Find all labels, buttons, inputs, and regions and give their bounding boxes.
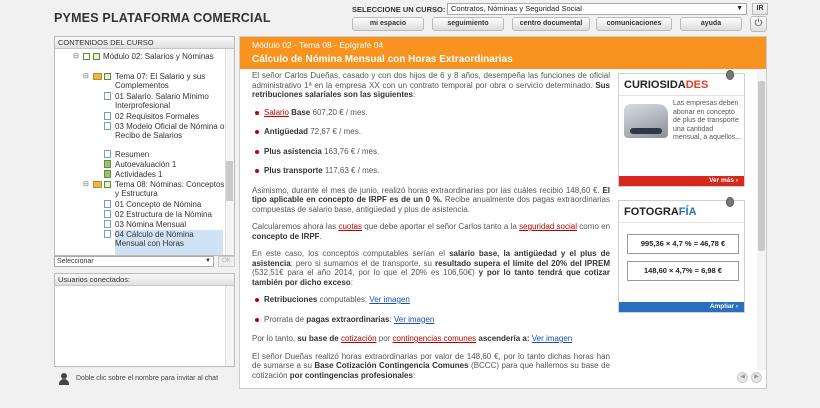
- ver-imagen-link[interactable]: Ver imagen: [531, 334, 573, 343]
- document-icon: [104, 122, 111, 130]
- list-item: Prorrata de pagas extraordinarias: Ver imagen: [252, 315, 610, 325]
- tree-item-modelo-oficial[interactable]: 03 Modelo Oficial de Nómina o Recibo de Salarios: [115, 122, 225, 140]
- tree-item-autoevaluacion[interactable]: Autoevaluación 1: [115, 160, 177, 169]
- seguridad-social-link[interactable]: seguridad social: [519, 222, 577, 231]
- connected-users-title: Usuarios conectados:: [55, 274, 234, 286]
- course-tree: [55, 49, 234, 255]
- lesson-title: Cálculo de Nómina Mensual con Horas Extraordinarias: [252, 54, 513, 65]
- salary-list: [252, 108, 610, 176]
- pin-icon: [726, 70, 734, 80]
- paragraph-base-cotizacion: Por lo tanto, su base de cotización por contingencias comunes ascendería a: Ver imagen: [252, 334, 573, 343]
- course-select-value: Contratos, Nóminas y Seguridad Social: [451, 4, 582, 13]
- pin-icon: [726, 197, 734, 207]
- lesson-body: [252, 71, 610, 388]
- navigation-selector[interactable]: [54, 256, 214, 267]
- document-icon: [104, 92, 111, 100]
- curiosidades-card: [618, 73, 745, 187]
- car-image: [624, 104, 668, 138]
- ver-imagen-link[interactable]: Ver imagen: [393, 314, 435, 324]
- power-icon[interactable]: ⏻: [750, 16, 767, 32]
- tree-item-resumen[interactable]: Resumen: [115, 150, 150, 159]
- paragraph-horas-extra: El señor Dueñas realizó horas extraordinarias por valor de 148,60 €, por lo tanto dichas horas han de sumarse a su Base Cotización Contingencia Comunes (BCCC) para que hallemos su base de cotización por contingencias profesionales:: [252, 351, 610, 380]
- chat-hint-text: Doble clic sobre el nombre para invitar al chat: [76, 375, 219, 382]
- folder-icon: [93, 73, 102, 80]
- salario-link[interactable]: Salario: [264, 107, 289, 117]
- collapse-icon[interactable]: ⊟: [83, 181, 89, 188]
- tree-scrollbar[interactable]: [225, 49, 234, 255]
- content-scroll-thumb[interactable]: [758, 81, 765, 251]
- cotizacion-link[interactable]: cotización: [340, 334, 377, 343]
- paragraph-cuotas: Calcularemos ahora las cuotas que debe aportar el señor Carlos tanto a la seguridad social como en concepto de IRPF.: [252, 222, 611, 241]
- next-page-icon[interactable]: ▶: [751, 372, 762, 383]
- quiz-icon: [104, 160, 111, 168]
- lesson-content-panel: [239, 36, 767, 389]
- paragraph-extra-hours: Asimismo, durante el mes de junio, realizó horas extraordinarias por las cuáles recibió 148,60 €. El tipo aplicable en concepto de IRPF es de un 0 %. Recibe anualmente dos pagas extraordinarias compuestas de salario base, antigüedad y plus de asistencia.: [252, 185, 610, 214]
- document-icon: [104, 230, 111, 238]
- tree-item-nomina-mensual[interactable]: 03 Nómina Mensual: [115, 220, 187, 229]
- ir-button[interactable]: IR: [752, 3, 768, 15]
- tree-item-tema-08[interactable]: Tema 08: Nóminas: Conceptos y Estructura: [115, 180, 225, 198]
- collapse-icon[interactable]: ⊟: [83, 73, 89, 80]
- course-select-label: SELECCIONE UN CURSO:: [352, 5, 446, 14]
- seguimiento-button[interactable]: seguimiento: [432, 17, 504, 31]
- app-title: PYMES PLATAFORMA COMERCIAL: [54, 11, 271, 25]
- selector-value: Seleccionar: [57, 258, 94, 265]
- tree-item-estructura-nomina[interactable]: 02 Estructura de la Nómina: [115, 210, 212, 219]
- user-icon: [59, 373, 69, 385]
- connected-users-panel: [54, 273, 235, 367]
- document-icon: [104, 200, 111, 208]
- tree-item-requisitos[interactable]: 02 Requisitos Formales: [115, 112, 200, 121]
- cuotas-link[interactable]: cuotas: [338, 222, 363, 231]
- checkbox-icon: [83, 53, 90, 60]
- breadcrumb: Módulo 02 - Tema 08 - Epígrafe 04: [252, 40, 384, 50]
- tree-scroll-thumb[interactable]: [226, 161, 233, 201]
- image-links-list: [252, 295, 610, 324]
- curiosidades-text: Las empresas deben abonar en concepto de plus de transporte una cantidad mensual, a aquellos...: [673, 100, 742, 141]
- list-item: Plus asistencia 163,76 € / mes.: [252, 147, 610, 157]
- tree-item-actividades[interactable]: Actividades 1: [115, 170, 163, 179]
- ver-imagen-link[interactable]: Ver imagen: [369, 295, 410, 304]
- mi-espacio-button[interactable]: mi espacio: [352, 17, 424, 31]
- collapse-icon[interactable]: ⊟: [73, 53, 79, 60]
- fotografia-card: [618, 200, 745, 313]
- course-contents-title: CONTENIDOS DEL CURSO: [55, 37, 234, 49]
- list-item: Plus transporte 117,63 € / mes.: [252, 166, 610, 176]
- tree-item-tema-07[interactable]: Tema 07: El Salario y sus Complementos: [115, 72, 206, 90]
- chevron-down-icon: ▼: [736, 5, 743, 12]
- content-scrollbar[interactable]: [757, 71, 766, 370]
- paragraph-computables: En este caso, los conceptos computables serían el salario base, la antigüedad y el plus de asistencia; pero si sumamos el de transporte, su resultado supera el límite del 20% del IPREM (532,51€ para el año 2014, por lo que el 20% es 106,50€) y por lo tanto tendrá que cotizar también por dicho exceso:: [252, 249, 610, 287]
- list-item: Antigüedad 72,67 € / mes.: [252, 127, 610, 137]
- fotografia-title: FOTOGRAFÍA: [619, 201, 744, 223]
- formula-row: 995,36 × 4,7 % = 46,78 €: [627, 234, 739, 254]
- check-icon: [104, 73, 111, 80]
- folder-icon: [93, 181, 102, 188]
- chat-hint: [56, 371, 235, 387]
- lesson-header: [240, 37, 766, 69]
- centro-documental-button[interactable]: centro documental: [512, 17, 590, 31]
- document-icon: [104, 220, 111, 228]
- document-icon: [104, 112, 111, 120]
- ampliar-link[interactable]: Ampliar ›: [619, 302, 744, 312]
- tree-item-calculo-nomina[interactable]: 04 Cálculo de Nómina Mensual con Horas: [115, 230, 223, 255]
- formula-row: 148,60 × 4,7% = 6,98 €: [627, 261, 739, 281]
- users-scrollbar[interactable]: [225, 286, 234, 366]
- list-item: Salario Base 607,20 € / mes.: [252, 108, 610, 118]
- list-item: Retribuciones computables: Ver imagen: [252, 295, 610, 305]
- ver-mas-link[interactable]: Ver más ›: [619, 176, 744, 186]
- check-icon: [93, 53, 100, 60]
- contingencias-comunes-link[interactable]: contingencias comunes: [392, 334, 477, 343]
- tree-item-salario-minimo[interactable]: 01 Salario. Salario Mínimo Interprofesional: [115, 92, 209, 110]
- tree-item-modulo-02[interactable]: Módulo 02: Salarios y Nóminas: [103, 52, 214, 61]
- curiosidades-title: CURIOSIDADES: [619, 74, 744, 96]
- document-icon: [104, 150, 111, 158]
- tree-item-concepto-nomina[interactable]: 01 Concepto de Nómina: [115, 200, 202, 209]
- course-contents-panel: [54, 36, 235, 256]
- ok-button[interactable]: OK: [218, 256, 235, 267]
- course-select[interactable]: [447, 3, 747, 15]
- check-icon: [104, 181, 111, 188]
- activity-icon: [104, 170, 111, 178]
- ayuda-button[interactable]: ayuda: [680, 17, 742, 31]
- paragraph-intro: El señor Carlos Dueñas, casado y con dos hijos de 6 y 8 años, desempeña las funciones de oficial administrativo 1ª en la empresa XX con un contrato temporal por obra o servicio determinado. Sus retribuciones salariales son las siguientes:: [252, 71, 610, 99]
- document-icon: [104, 210, 111, 218]
- comunicaciones-button[interactable]: comunicaciones: [596, 17, 672, 31]
- prev-page-icon[interactable]: ◀: [737, 372, 748, 383]
- chevron-down-icon: ▼: [205, 258, 211, 264]
